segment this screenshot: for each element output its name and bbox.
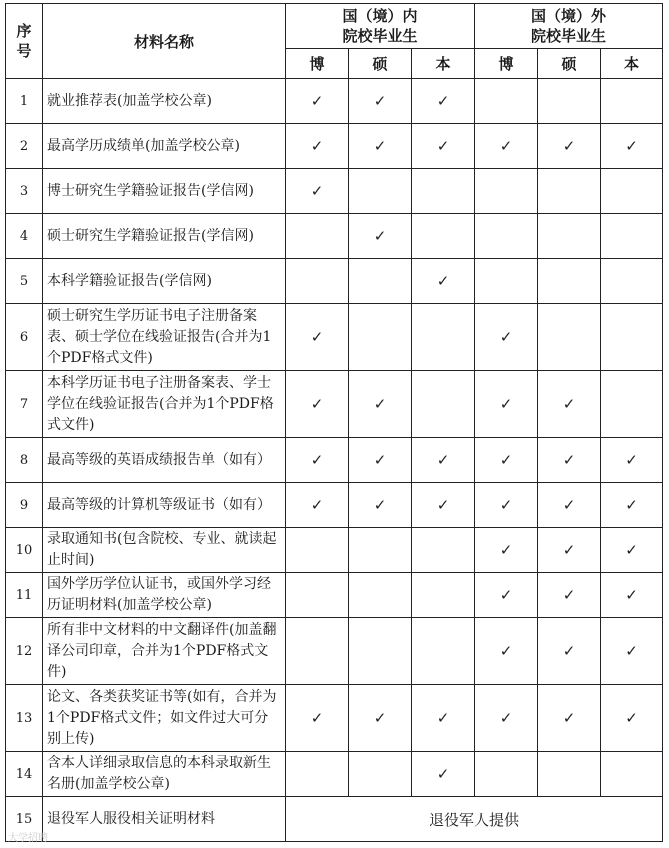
material-name: 录取通知书(包含院校、专业、就读起止时间) — [43, 528, 286, 573]
material-name: 最高等级的英语成绩报告单（如有） — [43, 438, 286, 483]
check-mark-icon: ✓ — [601, 618, 663, 685]
header-seq: 序号 — [6, 4, 43, 79]
material-name: 退役军人服役相关证明材料 — [43, 797, 286, 842]
provider-note: 退役军人提供 — [286, 797, 663, 842]
empty-cell — [601, 214, 663, 259]
table-row — [6, 79, 663, 124]
empty-cell — [475, 79, 538, 124]
table-row — [6, 573, 663, 618]
row-number: 10 — [6, 528, 43, 573]
header-level-doctor: 博 — [286, 49, 349, 79]
table-row — [6, 438, 663, 483]
material-name: 最高学历成绩单(加盖学校公章) — [43, 124, 286, 169]
check-mark-icon: ✓ — [412, 483, 475, 528]
empty-cell — [601, 304, 663, 371]
empty-cell — [475, 259, 538, 304]
check-mark-icon: ✓ — [601, 573, 663, 618]
check-mark-icon: ✓ — [412, 259, 475, 304]
material-name: 硕士研究生学历证书电子注册备案表、硕士学位在线验证报告(合并为1个PDF格式文件) — [43, 304, 286, 371]
empty-cell — [286, 752, 349, 797]
material-name: 所有非中文材料的中文翻译件(加盖翻译公司印章，合并为1个PDF格式文件) — [43, 618, 286, 685]
table-body — [6, 79, 663, 842]
check-mark-icon: ✓ — [349, 438, 412, 483]
empty-cell — [349, 752, 412, 797]
check-mark-icon: ✓ — [349, 79, 412, 124]
material-name: 就业推荐表(加盖学校公章) — [43, 79, 286, 124]
empty-cell — [601, 371, 663, 438]
table-row — [6, 752, 663, 797]
material-name: 国外学历学位认证书，或国外学习经历证明材料(加盖学校公章) — [43, 573, 286, 618]
empty-cell — [349, 259, 412, 304]
empty-cell — [349, 528, 412, 573]
check-mark-icon: ✓ — [601, 483, 663, 528]
check-mark-icon: ✓ — [601, 685, 663, 752]
row-number: 3 — [6, 169, 43, 214]
check-mark-icon: ✓ — [601, 438, 663, 483]
empty-cell — [475, 169, 538, 214]
empty-cell — [412, 573, 475, 618]
header-name: 材料名称 — [43, 4, 286, 79]
row-number: 15 — [6, 797, 43, 842]
table-row — [6, 483, 663, 528]
table-row — [6, 169, 663, 214]
check-mark-icon: ✓ — [475, 304, 538, 371]
empty-cell — [475, 214, 538, 259]
header-foreign: 国（境）外 院校毕业生 — [475, 4, 663, 49]
check-mark-icon: ✓ — [286, 685, 349, 752]
header-domestic: 国（境）内 院校毕业生 — [286, 4, 475, 49]
check-mark-icon: ✓ — [349, 371, 412, 438]
check-mark-icon: ✓ — [538, 528, 601, 573]
header-level-bachelor: 本 — [412, 49, 475, 79]
header-level-master-foreign: 硕 — [538, 49, 601, 79]
header-level-master: 硕 — [349, 49, 412, 79]
check-mark-icon: ✓ — [538, 685, 601, 752]
row-number: 4 — [6, 214, 43, 259]
check-mark-icon: ✓ — [286, 79, 349, 124]
check-mark-icon: ✓ — [286, 169, 349, 214]
check-mark-icon: ✓ — [286, 483, 349, 528]
table-row — [6, 797, 663, 842]
material-name: 最高等级的计算机等级证书（如有） — [43, 483, 286, 528]
check-mark-icon: ✓ — [475, 483, 538, 528]
check-mark-icon: ✓ — [475, 438, 538, 483]
empty-cell — [412, 618, 475, 685]
empty-cell — [538, 304, 601, 371]
row-number: 12 — [6, 618, 43, 685]
empty-cell — [286, 528, 349, 573]
check-mark-icon: ✓ — [538, 483, 601, 528]
empty-cell — [286, 618, 349, 685]
material-name: 本科学籍验证报告(学信网) — [43, 259, 286, 304]
empty-cell — [286, 214, 349, 259]
row-number: 2 — [6, 124, 43, 169]
empty-cell — [538, 169, 601, 214]
check-mark-icon: ✓ — [538, 438, 601, 483]
material-name: 硕士研究生学籍验证报告(学信网) — [43, 214, 286, 259]
material-name: 博士研究生学籍验证报告(学信网) — [43, 169, 286, 214]
check-mark-icon: ✓ — [286, 124, 349, 169]
row-number: 8 — [6, 438, 43, 483]
header-level-bachelor-foreign: 本 — [601, 49, 663, 79]
header-level-doctor-foreign: 博 — [475, 49, 538, 79]
row-number: 1 — [6, 79, 43, 124]
row-number: 14 — [6, 752, 43, 797]
check-mark-icon: ✓ — [601, 124, 663, 169]
check-mark-icon: ✓ — [475, 685, 538, 752]
check-mark-icon: ✓ — [601, 528, 663, 573]
empty-cell — [349, 618, 412, 685]
empty-cell — [286, 573, 349, 618]
check-mark-icon: ✓ — [286, 304, 349, 371]
check-mark-icon: ✓ — [286, 371, 349, 438]
table-row — [6, 618, 663, 685]
row-number: 5 — [6, 259, 43, 304]
check-mark-icon: ✓ — [538, 573, 601, 618]
table-row — [6, 124, 663, 169]
empty-cell — [349, 573, 412, 618]
empty-cell — [601, 169, 663, 214]
row-number: 11 — [6, 573, 43, 618]
empty-cell — [349, 169, 412, 214]
empty-cell — [412, 169, 475, 214]
empty-cell — [412, 214, 475, 259]
check-mark-icon: ✓ — [286, 438, 349, 483]
materials-table — [5, 3, 663, 842]
table-row — [6, 685, 663, 752]
check-mark-icon: ✓ — [412, 438, 475, 483]
empty-cell — [412, 304, 475, 371]
empty-cell — [538, 79, 601, 124]
table-row — [6, 371, 663, 438]
empty-cell — [538, 259, 601, 304]
check-mark-icon: ✓ — [475, 371, 538, 438]
check-mark-icon: ✓ — [475, 618, 538, 685]
check-mark-icon: ✓ — [538, 618, 601, 685]
check-mark-icon: ✓ — [475, 124, 538, 169]
empty-cell — [601, 752, 663, 797]
empty-cell — [286, 259, 349, 304]
check-mark-icon: ✓ — [412, 124, 475, 169]
check-mark-icon: ✓ — [412, 79, 475, 124]
check-mark-icon: ✓ — [475, 528, 538, 573]
check-mark-icon: ✓ — [349, 685, 412, 752]
empty-cell — [349, 304, 412, 371]
check-mark-icon: ✓ — [349, 483, 412, 528]
empty-cell — [412, 371, 475, 438]
watermark: 大学招聘 — [8, 833, 48, 844]
material-name: 本科学历证书电子注册备案表、学士学位在线验证报告(合并为1个PDF格式文件) — [43, 371, 286, 438]
empty-cell — [475, 752, 538, 797]
empty-cell — [538, 214, 601, 259]
check-mark-icon: ✓ — [538, 124, 601, 169]
table-row — [6, 304, 663, 371]
material-name: 论文、各类获奖证书等(如有，合并为1个PDF格式文件；如文件过大可分别上传) — [43, 685, 286, 752]
table-row — [6, 214, 663, 259]
check-mark-icon: ✓ — [412, 752, 475, 797]
check-mark-icon: ✓ — [349, 124, 412, 169]
material-name: 含本人详细录取信息的本科录取新生名册(加盖学校公章) — [43, 752, 286, 797]
check-mark-icon: ✓ — [475, 573, 538, 618]
row-number: 9 — [6, 483, 43, 528]
empty-cell — [601, 259, 663, 304]
empty-cell — [601, 79, 663, 124]
empty-cell — [412, 528, 475, 573]
row-number: 13 — [6, 685, 43, 752]
check-mark-icon: ✓ — [349, 214, 412, 259]
table-row — [6, 528, 663, 573]
row-number: 6 — [6, 304, 43, 371]
check-mark-icon: ✓ — [412, 685, 475, 752]
table-row — [6, 259, 663, 304]
row-number: 7 — [6, 371, 43, 438]
empty-cell — [538, 752, 601, 797]
check-mark-icon: ✓ — [538, 371, 601, 438]
